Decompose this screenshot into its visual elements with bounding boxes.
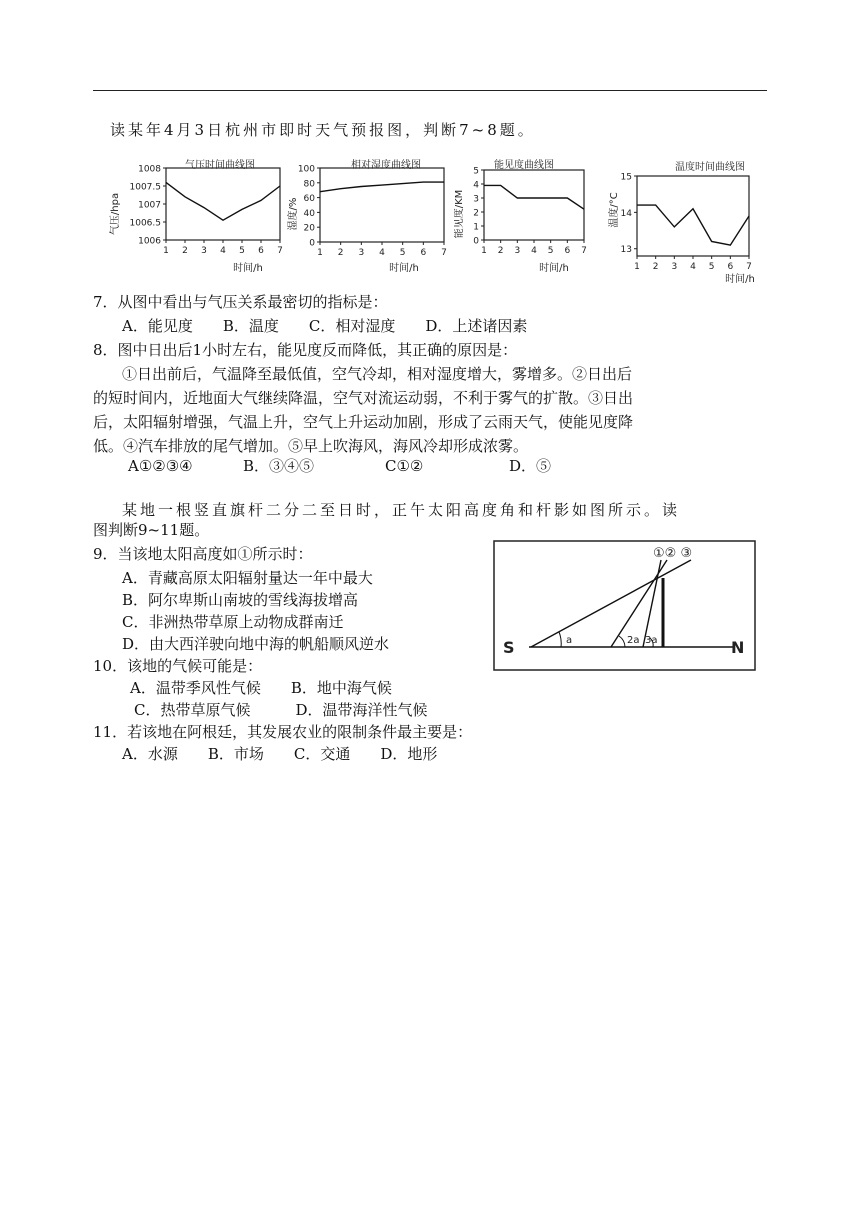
q11-stem: 11．若该地在阿根廷，其发展农业的限制条件最主要是：: [93, 723, 473, 741]
angle-3a-label: 3a: [645, 635, 658, 646]
chart-title: 温度时间曲线图: [675, 162, 745, 173]
x-tick-label: 5: [399, 248, 406, 258]
q8-text-line: 的短时间内，近地面大气继续降温，空气对流运动弱，不利于雾气的扩散。③日出: [93, 389, 634, 407]
x-tick-label: 7: [441, 248, 447, 258]
x-tick-label: 5: [239, 246, 245, 256]
x-tick-label: 2: [497, 246, 504, 256]
series-line: [166, 182, 280, 220]
y-tick-label: 1: [473, 222, 479, 233]
x-tick-label: 1: [317, 248, 323, 258]
angle-a-label: a: [566, 635, 573, 646]
q8-text-line: 后，太阳辐射增强，气温上升，空气上升运动加剧，形成了云雨天气，使能见度降: [93, 413, 634, 431]
q9-option-d: D．由大西洋驶向地中海的帆船顺风逆水: [122, 635, 390, 653]
x-axis-label: 时间/h: [539, 263, 569, 274]
y-tick-label: 60: [303, 194, 315, 205]
y-axis-label: 温度/°C: [609, 192, 620, 228]
flagpole-shadow-diagram: [493, 540, 756, 671]
x-tick-label: 7: [277, 246, 283, 256]
q8-text-line: 低。④汽车排放的尾气增加。⑤早上吹海风，海风冷却形成浓雾。: [93, 437, 529, 455]
x-tick-label: 6: [258, 246, 264, 256]
x-tick-label: 3: [514, 246, 521, 256]
q10-stem: 10．该地的气候可能是：: [93, 657, 263, 675]
intro-9-11-line2: 图判断9~11题。: [93, 521, 210, 539]
x-axis-label: 时间/h: [725, 274, 755, 285]
plot-frame: [484, 170, 584, 240]
q8-option-c: C①②: [385, 457, 424, 475]
q10-options-row2: C．热带草原气候 D．温带海洋性气候: [134, 701, 428, 719]
x-tick-label: 2: [652, 262, 659, 272]
q9-option-b: B．阿尔卑斯山南坡的雪线海拔增高: [122, 591, 359, 609]
visibility-chart: [454, 156, 594, 276]
y-tick-label: 80: [303, 179, 315, 190]
x-tick-label: 4: [220, 246, 226, 256]
x-tick-label: 3: [358, 248, 365, 258]
y-tick-label: 14: [620, 208, 632, 219]
y-tick-label: 3: [473, 194, 479, 205]
x-tick-label: 4: [690, 262, 696, 272]
x-axis-label: 时间/h: [389, 263, 419, 274]
q8-option-d: D．⑤: [509, 457, 552, 475]
y-axis-label: 湿度/%: [288, 197, 299, 231]
y-axis-label: 能见度/KM: [454, 189, 465, 239]
y-tick-label: 0: [473, 236, 479, 247]
q9-option-c: C．非洲热带草原上动物成群南迁: [122, 613, 344, 631]
chart-title: 能见度曲线图: [494, 160, 554, 171]
y-tick-label: 40: [303, 208, 315, 219]
x-tick-label: 5: [708, 262, 715, 272]
y-tick-label: 15: [620, 172, 632, 183]
x-tick-label: 3: [201, 246, 207, 256]
x-tick-label: 3: [671, 262, 678, 272]
x-tick-label: 6: [727, 262, 734, 272]
angle-2a-label: 2a: [627, 635, 640, 646]
diagram-frame: [494, 541, 755, 670]
x-tick-label: 6: [564, 246, 571, 256]
y-tick-label: 2: [473, 208, 479, 219]
humidity-chart: [286, 156, 456, 276]
temperature-chart: [605, 156, 765, 286]
x-tick-label: 4: [379, 248, 385, 258]
y-tick-label: 0: [309, 238, 315, 249]
ray-marks: ①② ③: [653, 546, 693, 561]
series-line: [484, 185, 584, 209]
intro-9-11-line1: 某地一根竖直旗杆二分二至日时，正午太阳高度角和杆影如图所示。读: [122, 501, 681, 519]
x-tick-label: 5: [547, 246, 554, 256]
x-tick-label: 1: [481, 246, 487, 256]
q9-option-a: A．青藏高原太阳辐射量达一年中最大: [122, 569, 373, 587]
plot-frame: [637, 176, 749, 256]
y-tick-label: 1006: [138, 236, 161, 247]
q7-stem: 7．从图中看出与气压关系最密切的指标是：: [93, 293, 388, 311]
y-tick-label: 1007: [138, 200, 161, 211]
x-tick-label: 4: [531, 246, 537, 256]
q8-stem: 8．图中日出后1小时左右，能见度反而降低，其正确的原因是：: [93, 341, 518, 359]
y-tick-label: 1008: [138, 164, 161, 175]
q7-options: A．能见度 B．温度 C．相对湿度 D．上述诸因素: [122, 317, 528, 335]
q9-stem: 9．当该地太阳高度如①所示时：: [93, 545, 313, 563]
north-label: N: [731, 638, 745, 657]
chart-title: 相对湿度曲线图: [351, 160, 421, 171]
y-tick-label: 1007.5: [129, 182, 161, 193]
q8-text-line: ①日出前后，气温降至最低值，空气冷却，相对湿度增大，雾增多。②日出后: [122, 365, 633, 383]
y-tick-label: 5: [473, 166, 479, 177]
series-line: [637, 205, 749, 245]
q11-options: A．水源 B．市场 C．交通 D．地形: [122, 745, 438, 763]
x-tick-label: 2: [337, 248, 344, 258]
south-label: S: [503, 638, 515, 657]
intro-7-8: 读某年4月3日杭州市即时天气预报图，判断7~8题。: [110, 121, 536, 139]
header-rule: [93, 90, 767, 91]
q10-options-row1: A．温带季风性气候 B．地中海气候: [130, 679, 392, 697]
x-tick-label: 1: [163, 246, 169, 256]
q8-option-b: B．③④⑤: [243, 457, 315, 475]
pressure-chart: [108, 156, 288, 276]
q8-option-a: A①②③④: [128, 457, 193, 475]
plot-frame: [320, 168, 444, 242]
series-line: [320, 182, 444, 192]
x-tick-label: 2: [182, 246, 188, 256]
y-tick-label: 4: [473, 180, 479, 191]
y-tick-label: 20: [303, 223, 315, 234]
plot-frame: [166, 168, 280, 240]
y-tick-label: 100: [297, 164, 315, 175]
y-tick-label: 1006.5: [129, 218, 161, 229]
x-axis-label: 时间/h: [233, 263, 263, 274]
x-tick-label: 1: [634, 262, 640, 272]
chart-title: 气压时间曲线图: [185, 160, 255, 171]
y-tick-label: 13: [620, 245, 632, 256]
x-tick-label: 7: [746, 262, 752, 272]
x-tick-label: 7: [581, 246, 587, 256]
y-axis-label: 气压/hpa: [110, 192, 121, 236]
x-tick-label: 6: [420, 248, 427, 258]
